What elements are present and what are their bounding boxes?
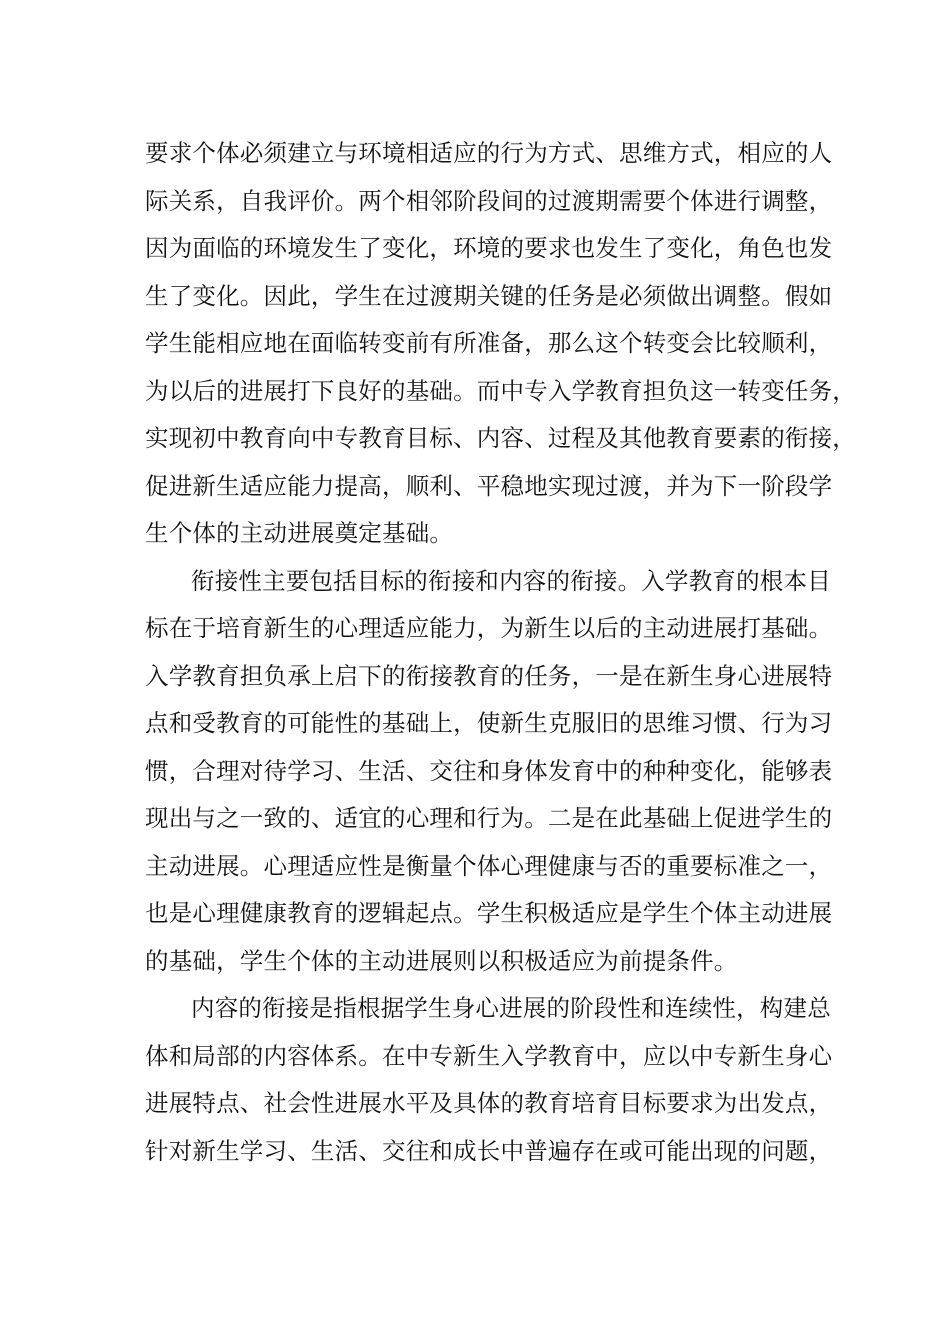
text-line: 现出与之一致的、适宜的心理和行为。二是在此基础上促进学生的	[145, 804, 833, 832]
text-line: 针对新生学习、生活、交往和成长中普遍存在或可能出现的问题，	[145, 1136, 833, 1165]
text-line: 实现初中教育向中专教育目标、内容、过程及其他教育要素的衔接，	[145, 424, 856, 452]
text-line: 主动进展。心理适应性是衡量个体心理健康与否的重要标准之一，	[145, 851, 833, 880]
text-line: 点和受教育的可能性的基础上，使新生克服旧的思维习惯、行为习	[145, 709, 833, 737]
text-line: 生个体的主动进展奠定基础。	[145, 519, 454, 547]
text-line: 要求个体必须建立与环境相适应的行为方式、思维方式，相应的人	[145, 139, 833, 167]
text-line: 学生能相应地在面临转变前有所准备，那么这个转变会比较顺利，	[145, 329, 833, 357]
document-body	[145, 133, 856, 1178]
text-line: 生了变化。因此，学生在过渡期关键的任务是必须做出调整。假如	[145, 281, 833, 310]
text-line: 为以后的进展打下良好的基础。而中专入学教育担负这一转变任务，	[145, 376, 856, 405]
paragraph-start-line: 衔接性主要包括目标的衔接和内容的衔接。入学教育的根本目	[191, 566, 831, 595]
paragraph-start-line: 内容的衔接是指根据学生身心进展的阶段性和连续性，构建总	[191, 994, 831, 1022]
text-line: 也是心理健康教育的逻辑起点。学生积极适应是学生个体主动进展	[145, 899, 833, 927]
text-line: 入学教育担负承上启下的衔接教育的任务，一是在新生身心进展特	[145, 661, 833, 690]
text-line: 惯，合理对待学习、生活、交往和身体发育中的种种变化，能够表	[145, 756, 833, 785]
text-line: 因为面临的环境发生了变化，环境的要求也发生了变化，角色也发	[145, 234, 833, 262]
text-line: 促进新生适应能力提高，顺利、平稳地实现过渡，并为下一阶段学	[145, 471, 833, 500]
text-line: 体和局部的内容体系。在中专新生入学教育中，应以中专新生身心	[145, 1041, 833, 1070]
text-line: 的基础，学生个体的主动进展则以积极适应为前提条件。	[145, 946, 738, 975]
text-line: 标在于培育新生的心理适应能力，为新生以后的主动进展打基础。	[145, 614, 833, 642]
text-line: 际关系，自我评价。两个相邻阶段间的过渡期需要个体进行调整，	[145, 186, 833, 215]
text-line: 进展特点、社会性进展水平及具体的教育培育目标要求为出发点，	[145, 1089, 833, 1117]
